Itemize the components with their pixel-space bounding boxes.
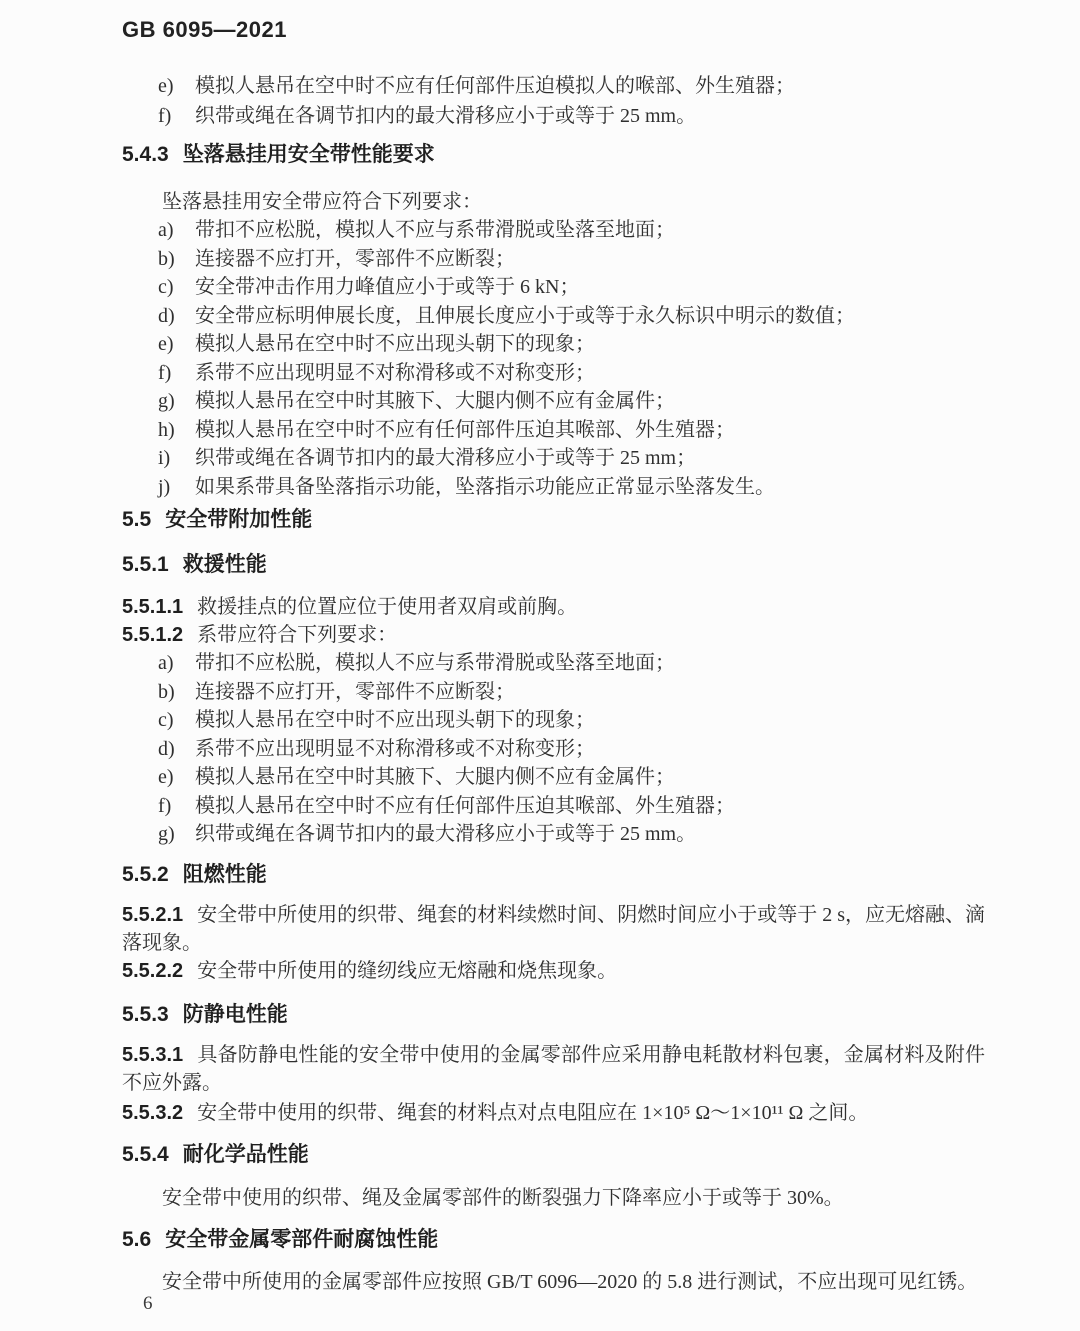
item-text: 模拟人悬吊在空中时不应出现头朝下的现象； <box>195 709 595 731</box>
item-text: 连接器不应打开，零部件不应断裂； <box>195 680 515 703</box>
item-label: f) <box>158 794 172 817</box>
list-item <box>122 387 985 416</box>
clause-body-paragraph: 安全带中使用的织带、绳及金属零部件的断裂强力下降率应小于或等于 30%。 <box>162 1186 844 1209</box>
item-text: 系带不应出现明显不对称滑移或不对称变形； <box>195 737 595 760</box>
clause-intro-paragraph: 坠落悬挂用安全带应符合下列要求： <box>162 191 482 213</box>
clause-number: 5.6 <box>122 1227 152 1251</box>
item-text: 连接器不应打开，零部件不应断裂； <box>195 247 515 270</box>
clause-title: 坠落悬挂用安全带性能要求 <box>182 143 435 166</box>
list-item <box>122 101 985 131</box>
standard-code-header: GB 6095—2021 <box>122 17 287 42</box>
list-item <box>122 273 985 302</box>
clause-heading-5-5-2 <box>122 861 985 889</box>
clause-title: 耐化学品性能 <box>182 1142 309 1166</box>
list-item <box>122 444 985 473</box>
clause-number: 5.5.1.1 <box>122 596 184 618</box>
clause-number: 5.5 <box>122 508 152 531</box>
item-text: 织带或绳在各调节扣内的最大滑移应小于或等于 25 mm。 <box>195 823 697 845</box>
item-label: e) <box>158 75 174 97</box>
clause-paragraph-5-5-2-1 <box>122 901 985 957</box>
clause-number: 5.5.4 <box>122 1142 169 1166</box>
item-label: a) <box>158 652 174 674</box>
item-label: f) <box>158 105 172 127</box>
item-label: j) <box>158 475 171 498</box>
clause-heading-5-5-3 <box>122 1001 985 1029</box>
item-label: g) <box>158 823 175 845</box>
clause-number: 5.5.2 <box>122 862 169 886</box>
list-item <box>122 245 985 274</box>
clause-title: 安全带金属零部件耐腐蚀性能 <box>165 1227 439 1251</box>
clause-text: 安全带中使用的织带、绳套的材料点对点电阻应在 1×10⁵ Ω～1×10¹¹ Ω 之间。 <box>197 1101 869 1124</box>
clause-body-paragraph: 安全带中所使用的金属零部件应按照 GB/T 6096—2020 的 5.8 进行测试，不应出现可见红锈。 <box>162 1270 978 1293</box>
requirement-list-5-4-3 <box>122 216 985 501</box>
clause-number: 5.5.1 <box>122 553 169 576</box>
list-item <box>122 416 985 445</box>
item-text: 织带或绳在各调节扣内的最大滑移应小于或等于 25 mm。 <box>195 105 697 127</box>
list-item <box>122 763 985 792</box>
item-label: g) <box>158 390 175 412</box>
list-item <box>122 216 985 245</box>
list-item <box>122 649 985 678</box>
item-text: 模拟人悬吊在空中时不应有任何部件压迫模拟人的喉部、外生殖器； <box>195 75 795 97</box>
list-item <box>122 71 985 101</box>
clause-text: 安全带中所使用的织带、绳套的材料续燃时间、阴燃时间应小于或等于 2 s，应无熔融、滴落现象。 <box>122 903 985 954</box>
item-label: b) <box>158 680 175 703</box>
item-label: e) <box>158 333 174 355</box>
clause-title: 防静电性能 <box>182 1002 288 1026</box>
list-item <box>122 359 985 388</box>
clause-heading-5-6 <box>122 1226 985 1254</box>
clause-number: 5.5.3 <box>122 1002 169 1026</box>
item-text: 模拟人悬吊在空中时不应有任何部件压迫其喉部、外生殖器； <box>195 794 735 817</box>
clause-heading-5-5-4 <box>122 1141 985 1169</box>
clause-title: 安全带附加性能 <box>165 508 313 531</box>
clause-paragraph-5-5-3-1 <box>122 1041 985 1097</box>
clause-text: 系带应符合下列要求： <box>197 624 398 646</box>
list-item <box>122 706 985 735</box>
clause-number: 5.5.1.2 <box>122 624 184 646</box>
item-text: 系带不应出现明显不对称滑移或不对称变形； <box>195 361 595 384</box>
list-item <box>122 473 985 502</box>
item-text: 织带或绳在各调节扣内的最大滑移应小于或等于 25 mm； <box>195 447 697 469</box>
item-label: b) <box>158 247 175 270</box>
item-text: 如果系带具备坠落指示功能，坠落指示功能应正常显示坠落发生。 <box>195 475 775 498</box>
clause-number: 5.5.2.1 <box>122 903 184 926</box>
clause-paragraph-5-5-2-2 <box>122 957 985 985</box>
item-label: i) <box>158 447 171 469</box>
carryover-item-list <box>122 71 985 131</box>
item-label: c) <box>158 276 174 298</box>
item-text: 带扣不应松脱，模拟人不应与系带滑脱或坠落至地面； <box>195 219 675 241</box>
requirement-list-5-5-1-2 <box>122 649 985 849</box>
item-label: d) <box>158 737 175 760</box>
item-label: d) <box>158 304 175 327</box>
item-label: a) <box>158 219 174 241</box>
clause-paragraph-5-5-1-2 <box>122 621 985 649</box>
list-item <box>122 820 985 849</box>
clause-title: 阻燃性能 <box>182 862 267 886</box>
clause-heading-5-5 <box>122 506 985 534</box>
list-item <box>122 678 985 707</box>
list-item <box>122 792 985 821</box>
clause-text: 具备防静电性能的安全带中使用的金属零部件应采用静电耗散材料包裹，金属材料及附件不应外露。 <box>122 1043 985 1094</box>
clause-paragraph-5-5-3-2 <box>122 1099 985 1127</box>
item-text: 带扣不应松脱，模拟人不应与系带滑脱或坠落至地面； <box>195 652 675 674</box>
clause-paragraph-5-5-1-1 <box>122 593 985 621</box>
item-text: 模拟人悬吊在空中时不应出现头朝下的现象； <box>195 333 595 355</box>
clause-title: 救援性能 <box>182 553 267 576</box>
clause-number: 5.5.2.2 <box>122 959 184 982</box>
item-label: h) <box>158 418 175 441</box>
item-label: c) <box>158 709 174 731</box>
clause-number: 5.5.3.1 <box>122 1043 184 1066</box>
item-label: e) <box>158 766 174 788</box>
clause-heading-5-5-1 <box>122 551 985 579</box>
item-label: f) <box>158 361 172 384</box>
item-text: 模拟人悬吊在空中时不应有任何部件压迫其喉部、外生殖器； <box>195 418 735 441</box>
list-item <box>122 302 985 331</box>
clause-text: 救援挂点的位置应位于使用者双肩或前胸。 <box>197 596 578 618</box>
clause-number: 5.4.3 <box>122 143 169 166</box>
list-item <box>122 735 985 764</box>
page-number: 6 <box>143 1293 153 1314</box>
item-text: 模拟人悬吊在空中时其腋下、大腿内侧不应有金属件； <box>195 390 675 412</box>
clause-heading-5-4-3 <box>122 141 985 169</box>
list-item <box>122 330 985 359</box>
clause-text: 安全带中所使用的缝纫线应无熔融和烧焦现象。 <box>197 959 618 982</box>
clause-number: 5.5.3.2 <box>122 1101 184 1124</box>
item-text: 安全带冲击作用力峰值应小于或等于 6 kN； <box>195 276 580 298</box>
item-text: 模拟人悬吊在空中时其腋下、大腿内侧不应有金属件； <box>195 766 675 788</box>
item-text: 安全带应标明伸展长度，且伸展长度应小于或等于永久标识中明示的数值； <box>195 304 855 327</box>
